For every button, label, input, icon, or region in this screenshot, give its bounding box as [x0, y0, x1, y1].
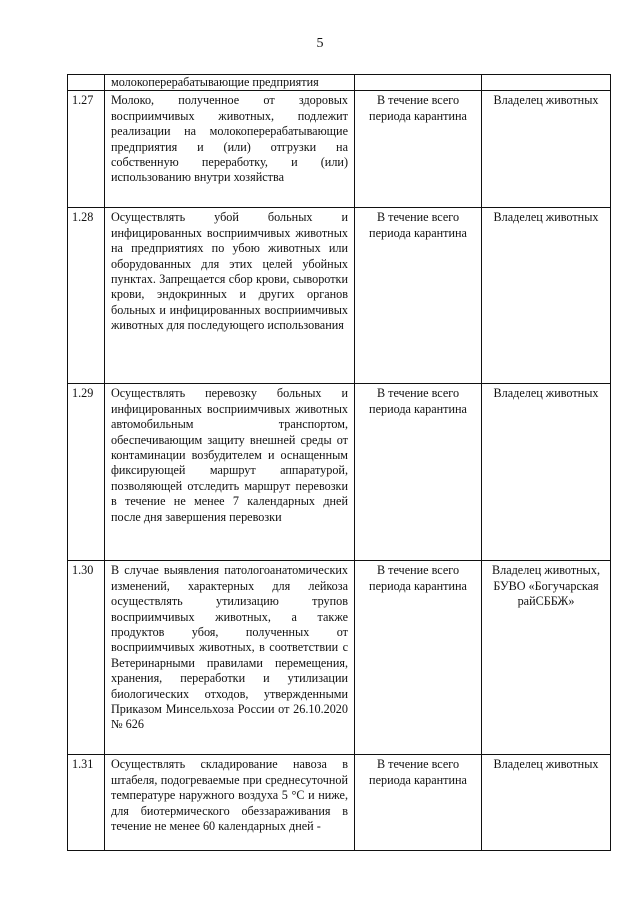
row-term: В течение всего периода карантина	[355, 561, 482, 755]
row-number-cell	[68, 75, 105, 91]
row-responsible: Владелец животных	[482, 755, 611, 851]
row-number: 1.31	[68, 755, 105, 851]
page-number: 5	[316, 36, 324, 51]
table-row-continuation	[68, 75, 611, 91]
row-responsible: Владелец животных	[482, 384, 611, 561]
row-responsible: Владелец животных	[482, 208, 611, 384]
row-description: Осуществлять складирование навоза в штабеля, подогреваемые при среднесуточной температуре наружного воздуха 5 °С и ниже, для биотермического обеззараживания в течение не менее 60 календарных дней -	[105, 755, 355, 851]
table-row	[68, 755, 611, 851]
row-responsible: Владелец животных	[482, 91, 611, 208]
table-row	[68, 208, 611, 384]
row-description: Осуществлять перевозку больных и инфицированных восприимчивых животных автомобильным транспортом, обеспечивающим защиту внешней среды от контаминации возбудителем и оснащенным фиксирующей маршрут аппаратурой, позволяющей отследить маршрут перевозки в течение не менее 7 календарных дней после дня завершения перевозки	[105, 384, 355, 561]
row-description: В случае выявления патологоанатомических изменений, характерных для лейкоза осуществлять утилизацию трупов восприимчивых животных, а также продуктов убоя, полученных от восприимчивых животных, в соответствии с Ветеринарными правилами перемещения, хранения, переработки и утилизации биологических отходов, утвержденными Приказом Минсельхоза России от 26.10.2020 № 626	[105, 561, 355, 755]
row-number: 1.30	[68, 561, 105, 755]
row-description: молокоперерабатывающие предприятия	[105, 75, 355, 91]
row-number: 1.28	[68, 208, 105, 384]
row-term	[355, 75, 482, 91]
row-term: В течение всего периода карантина	[355, 755, 482, 851]
row-description: Осуществлять убой больных и инфицированных восприимчивых животных на предприятиях по убою животных или оборудованных для этих целей убойных пунктах. Запрещается сбор крови, сыворотки крови, эндокринных и других органов больных и инфицированных восприимчивых животных для последующего использования	[105, 208, 355, 384]
row-term: В течение всего периода карантина	[355, 208, 482, 384]
row-term: В течение всего периода карантина	[355, 91, 482, 208]
row-number: 1.27	[68, 91, 105, 208]
row-responsible: Владелец животных, БУВО «Богучарская райСББЖ»	[482, 561, 611, 755]
table-row	[68, 384, 611, 561]
row-term: В течение всего периода карантина	[355, 384, 482, 561]
row-number: 1.29	[68, 384, 105, 561]
row-responsible	[482, 75, 611, 91]
table-row	[68, 91, 611, 208]
measures-table	[67, 74, 611, 851]
row-description: Молоко, полученное от здоровых восприимчивых животных, подлежит реализации на молокоперерабатывающие предприятия и (или) отгрузки на собственную переработку, и (или) использованию внутри хозяйства	[105, 91, 355, 208]
table-row	[68, 561, 611, 755]
